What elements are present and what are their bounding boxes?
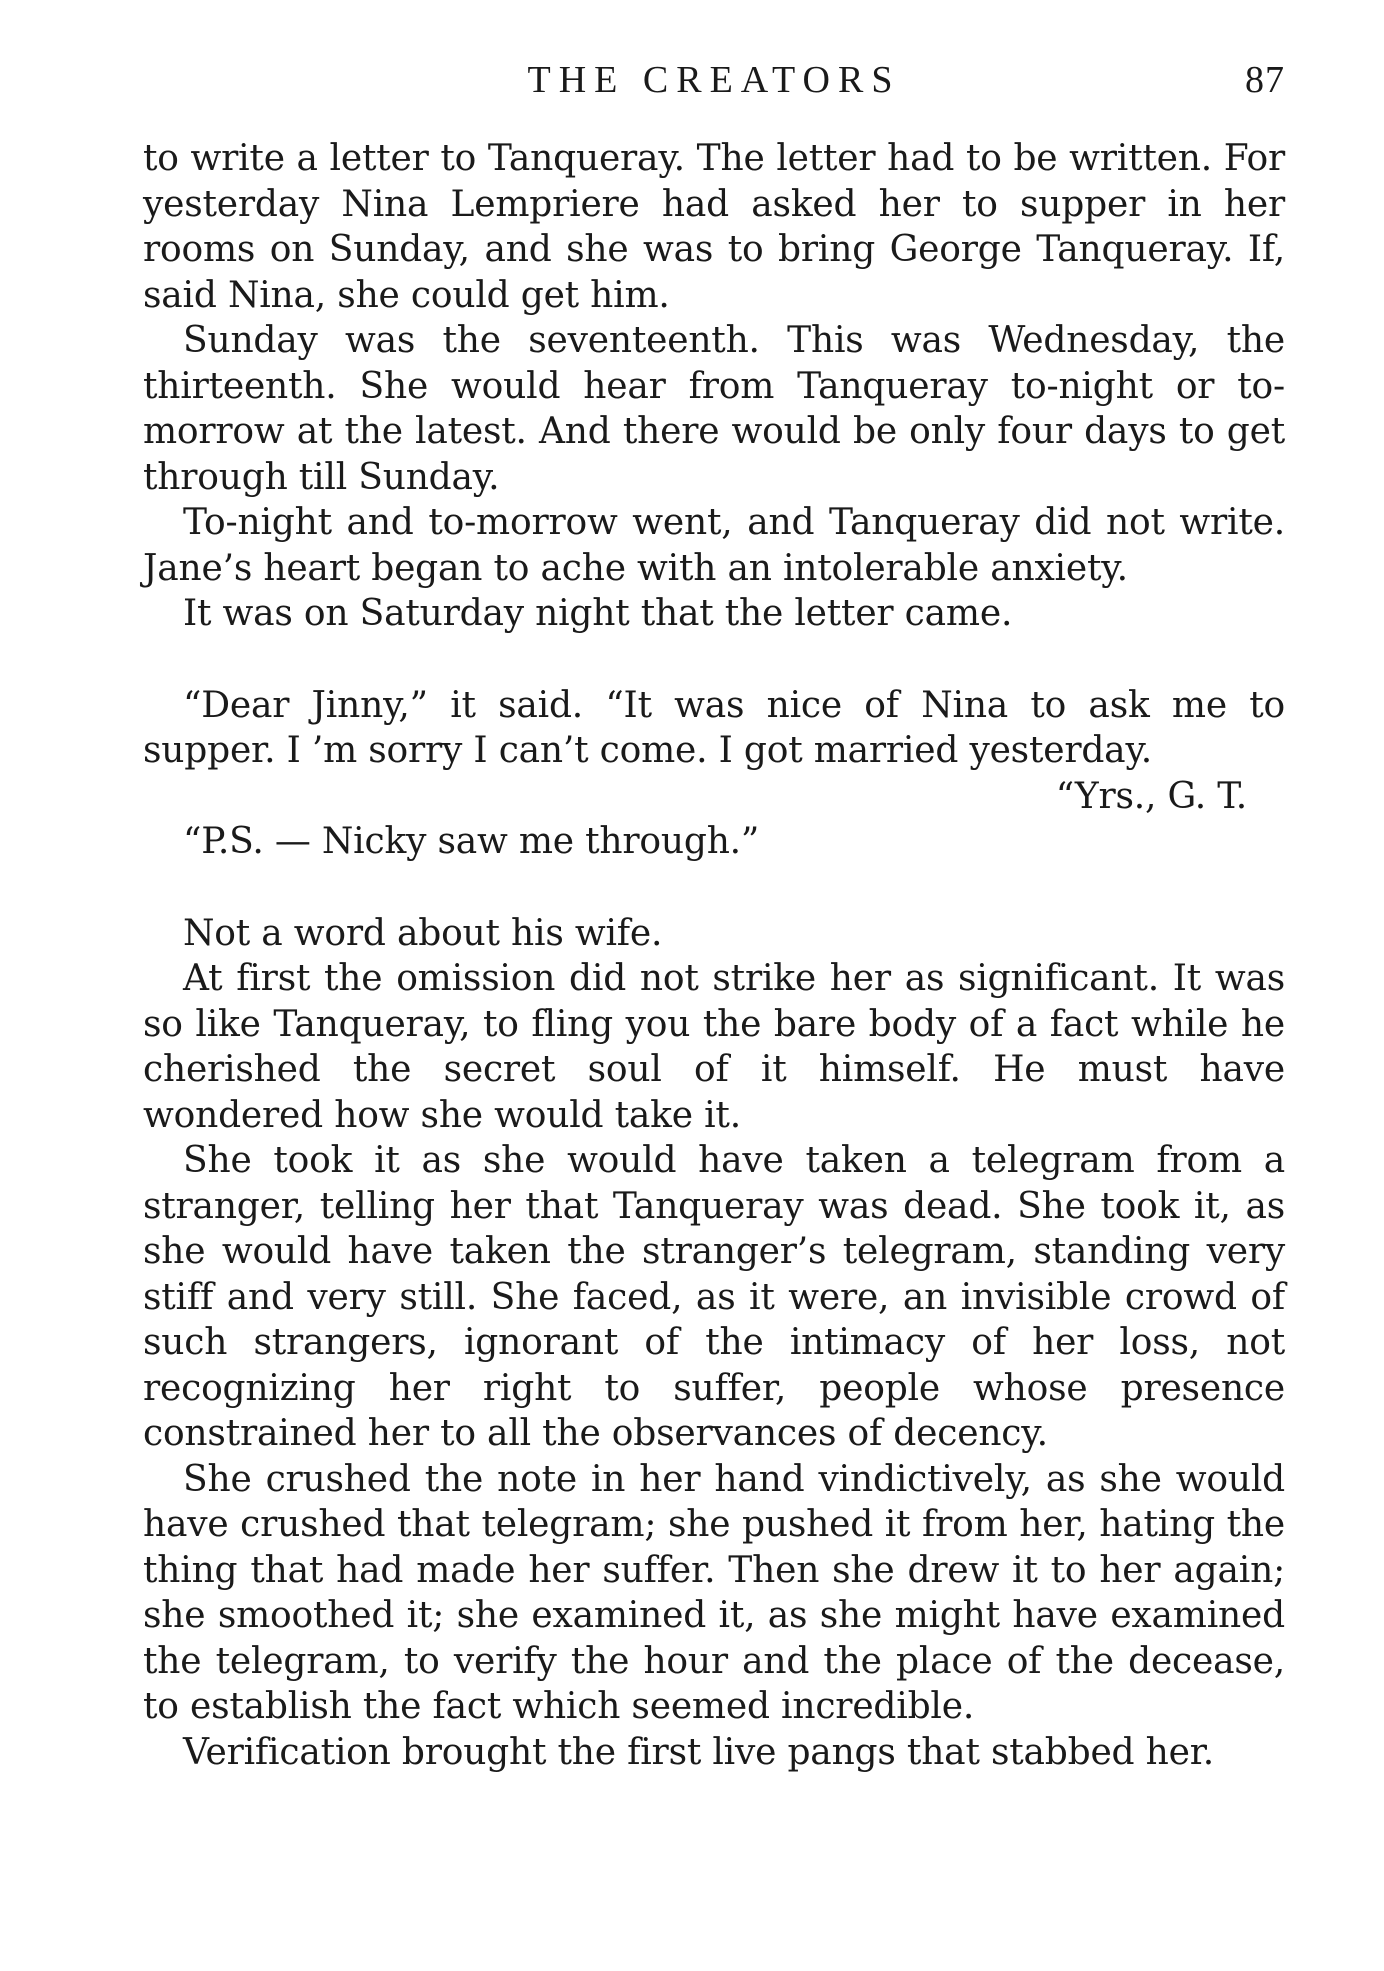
body-text — [143, 136, 1285, 1775]
section-gap — [143, 637, 1285, 683]
paragraph: Not a word about his wife. — [183, 912, 663, 954]
paragraph: Sunday was the seventeenth. This was Wednesday, the thirteenth. She would hear from Tanqueray to-night or to-morrow at the latest. And there would be only four days to get through till Sunday. — [143, 320, 1285, 498]
page-number: 87 — [1245, 59, 1285, 101]
paragraph: She took it as she would have taken a telegram from a stranger, telling her that Tanqueray was dead. She took it, as she would have taken the stranger’s telegram, standing very stiff and very still. She faced, as it were, an invisible crowd of such strangers, ignorant of the intimacy of her loss, not recognizing her right to suffer, people whose presence constrained her to all the observances of decency. — [143, 1140, 1285, 1454]
letter-signature: “Yrs., G. T. — [1055, 775, 1247, 817]
paragraph: to write a letter to Tanqueray. The letter had to be written. For yesterday Nina Lempriere had asked her to supper in her rooms on Sunday, and she was to bring George Tanqueray. If, said Nina, she could get him. — [143, 138, 1285, 316]
paragraph: She crushed the note in her hand vindictively, as she would have crushed that telegram; she pushed it from her, hating the thing that had made her suffer. Then she drew it to her again; she smoothed it; she examined it, as she might have examined the telegram, to verify the hour and the place of the decease, to establish the fact which seemed incredible. — [143, 1458, 1285, 1727]
paragraph: At first the omission did not strike her as significant. It was so like Tanqueray, to fling you the bare body of a fact while he cherished the secret soul of it himself. He must have wondered how she would take it. — [143, 958, 1285, 1136]
paragraph: To-night and to-morrow went, and Tanqueray did not write. Jane’s heart began to ache with an intolerable anxiety. — [143, 502, 1285, 589]
running-title: THE CREATORS — [527, 59, 901, 101]
letter-quote: “Dear Jinny,” it said. “It was nice of Nina to ask me to supper. I ’m sorry I can’t come. I got married yesterday. — [143, 684, 1285, 771]
paragraph: It was on Saturday night that the letter came. — [183, 593, 1013, 634]
section-gap — [143, 865, 1285, 911]
book-page — [143, 58, 1285, 1775]
paragraph: Verification brought the first live pangs that stabbed her. — [183, 1731, 1215, 1773]
running-head — [143, 58, 1285, 108]
letter-postscript: “P.S. — Nicky saw me through.” — [183, 821, 760, 862]
